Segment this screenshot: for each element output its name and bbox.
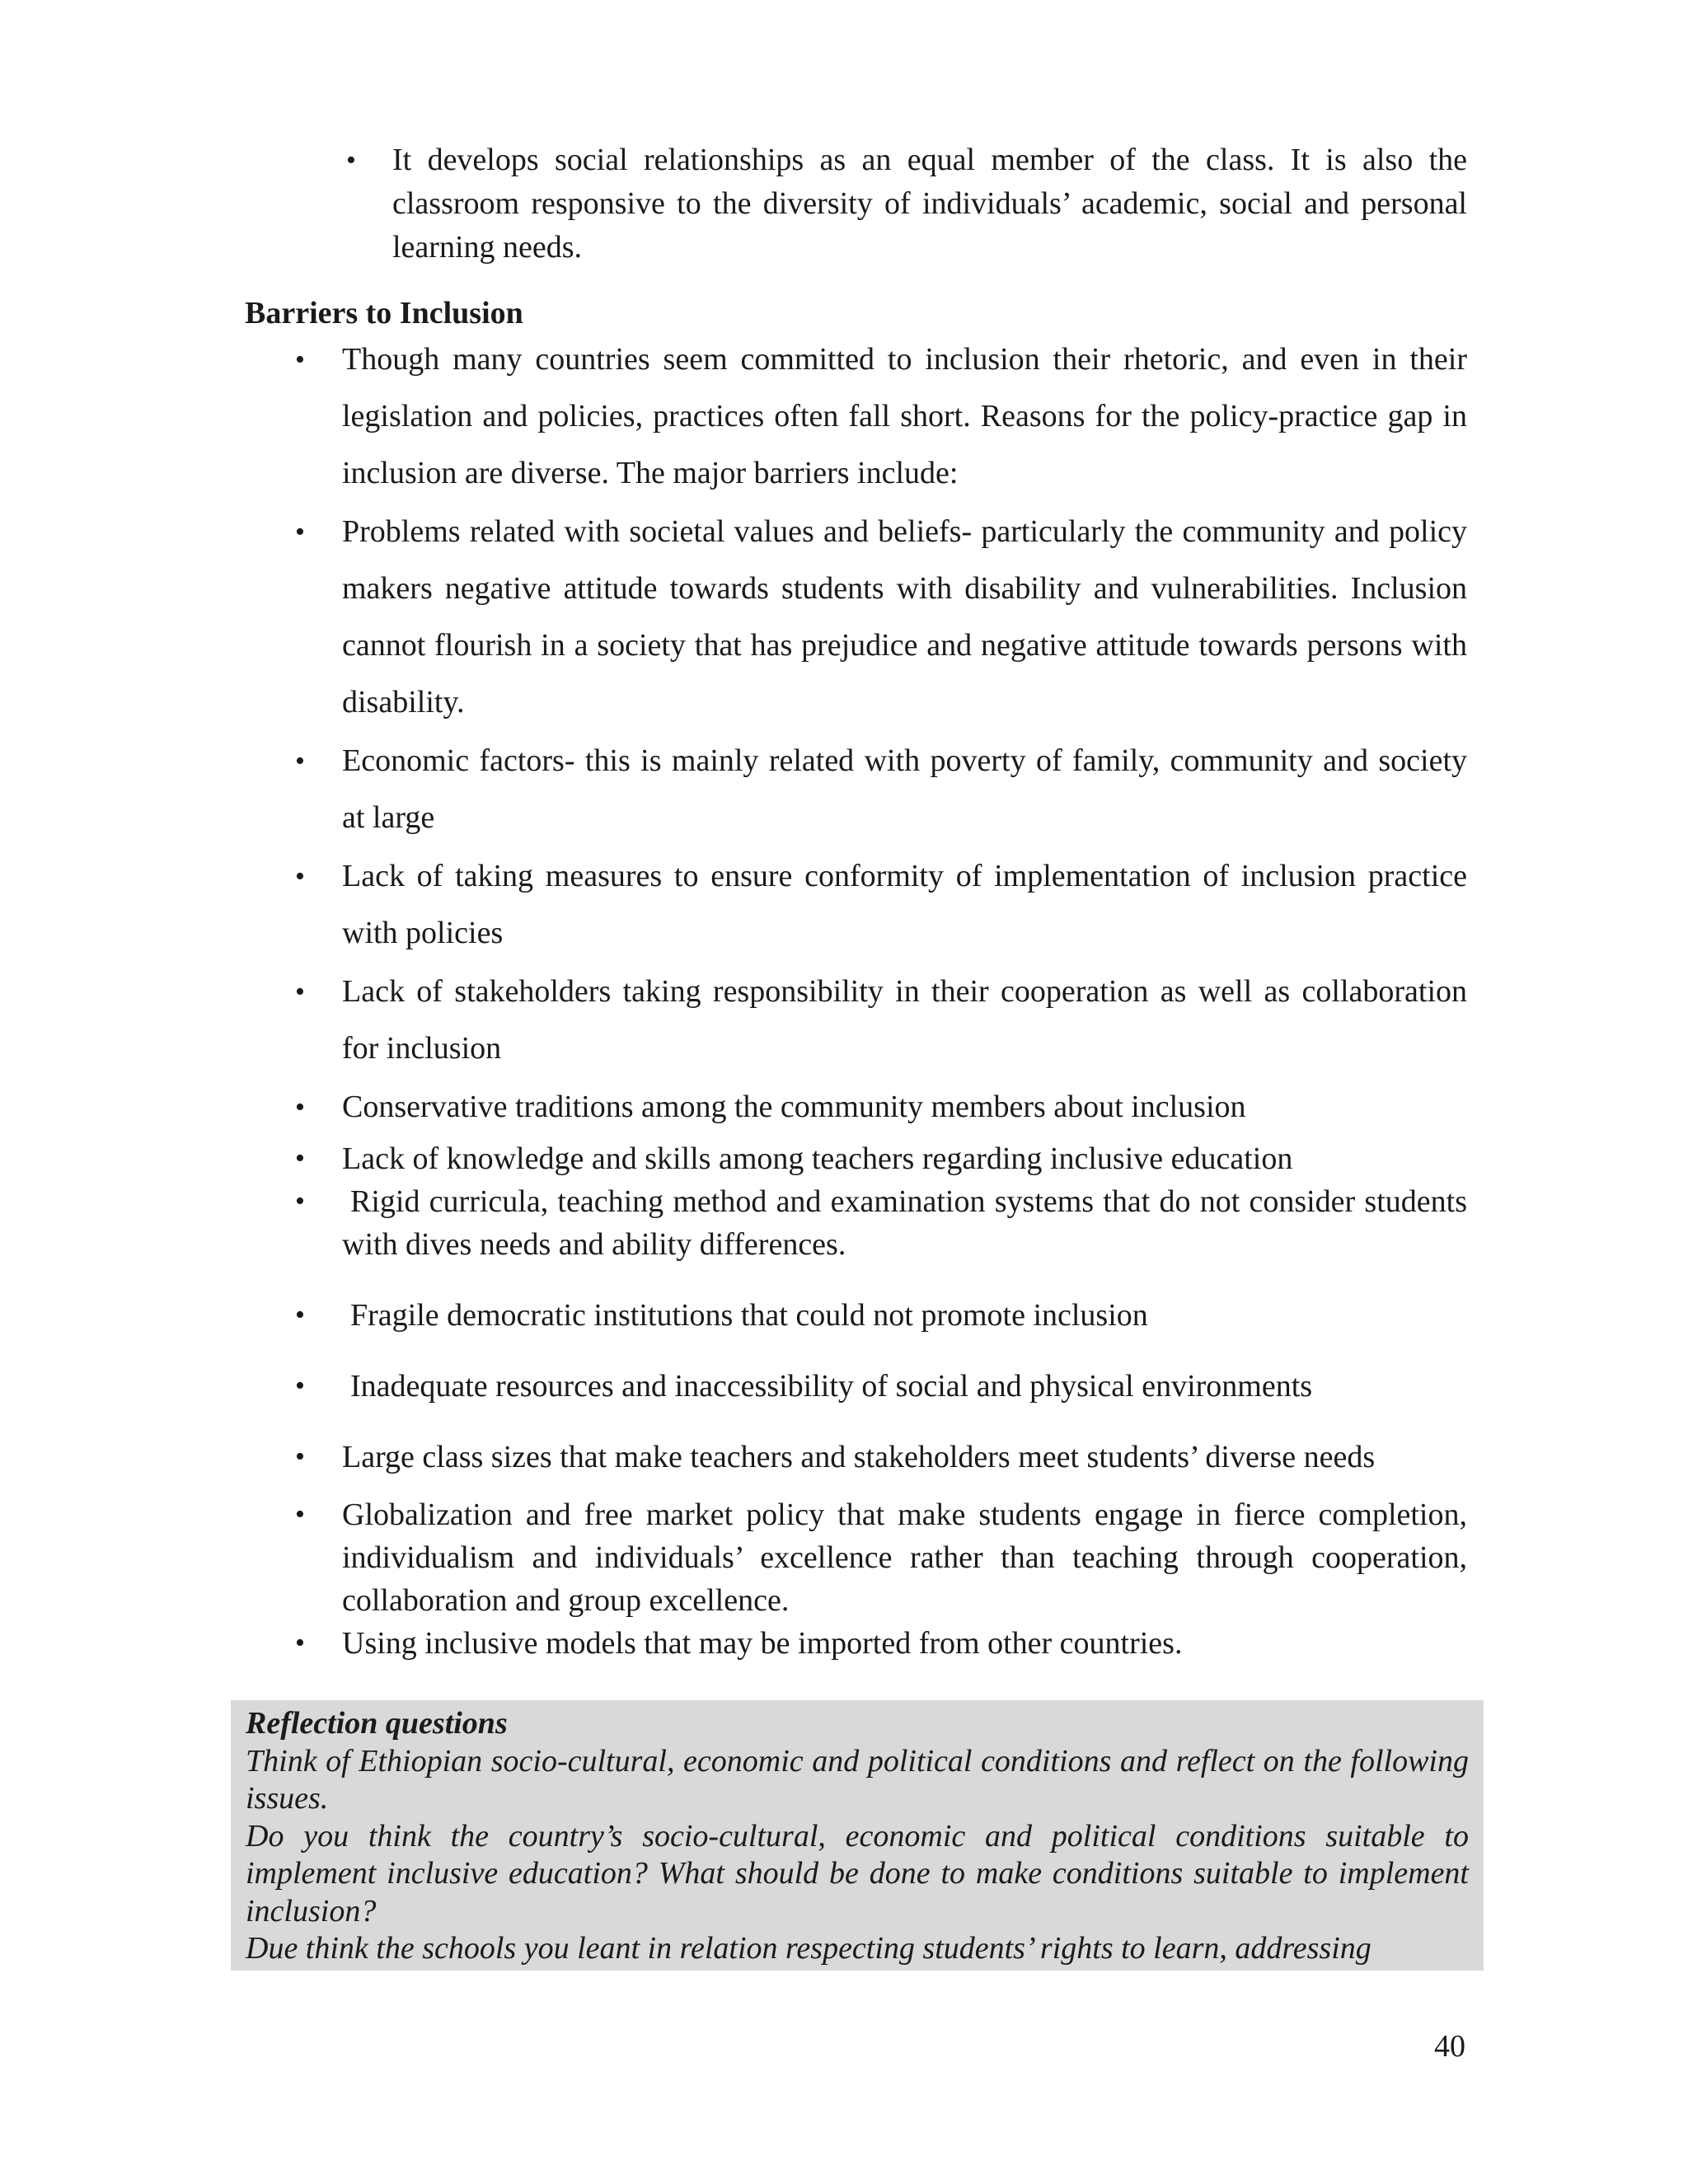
reflection-paragraph: Do you think the country’s socio-cultural, economic and political conditions suitable to implement inclusive education? What should be done to make conditions suitable to implement inclusion?: [246, 1818, 1469, 1929]
reflection-box: [231, 1700, 1484, 1971]
reflection-paragraph: Think of Ethiopian socio-cultural, economic and political conditions and reflect on the following issues.: [246, 1743, 1469, 1816]
list-item-text: Rigid curricula, teaching method and examination systems that do not consider students with dives needs and ability differences.: [342, 1184, 1467, 1262]
list-item: • It develops social relationships as an equal member of the class. It is also the classroom responsive to the diversity of individuals’ academic, social and personal learning needs.: [338, 138, 1467, 269]
list-item: • Conservative traditions among the community members about inclusion: [288, 1079, 1467, 1136]
reflection-title: Reflection questions: [246, 1706, 508, 1741]
intro-bullet-list: [338, 138, 1467, 269]
list-item: [288, 1180, 1467, 1266]
list-item-text: Inadequate resources and inaccessibility of social and physical environments: [350, 1369, 1313, 1404]
list-item: • Problems related with societal values and beliefs- particularly the community and policy makers negative attitude towards students with disability and vulnerabilities. Inclusion cannot flourish in a society that has prejudice and negative attitude towards persons with disability.: [288, 504, 1467, 731]
list-item: • Though many countries seem committed to inclusion their rhetoric, and even in their legislation and policies, practices often fall short. Reasons for the policy-practice gap in inclusion are diverse. The major barriers include:: [288, 331, 1467, 502]
list-item: • Lack of knowledge and skills among teachers regarding inclusive education: [288, 1137, 1467, 1180]
barriers-bullet-list: [288, 331, 1467, 1665]
list-item: • Globalization and free market policy that make students engage in fierce completion, individualism and individuals’ excellence rather than teaching through cooperation, collaboration and group excellence.: [288, 1493, 1467, 1622]
list-item-text: Fragile democratic institutions that could not promote inclusion: [350, 1298, 1148, 1333]
section-heading: Barriers to Inclusion: [245, 296, 523, 330]
page-number: 40: [1434, 2029, 1465, 2064]
list-item: • Economic factors- this is mainly related with poverty of family, community and society at large: [288, 733, 1467, 846]
reflection-paragraph: Due think the schools you leant in relation respecting students’ rights to learn, addressing: [246, 1931, 1372, 1966]
list-item: • Lack of taking measures to ensure conformity of implementation of inclusion practice with policies: [288, 848, 1467, 962]
list-item: [288, 1294, 1467, 1337]
list-item: • Lack of stakeholders taking responsibility in their cooperation as well as collaboration for inclusion: [288, 963, 1467, 1077]
list-item: • Using inclusive models that may be imported from other countries.: [288, 1622, 1467, 1665]
list-item: [288, 1365, 1467, 1408]
list-item: • Large class sizes that make teachers and stakeholders meet students’ diverse needs: [288, 1436, 1467, 1479]
